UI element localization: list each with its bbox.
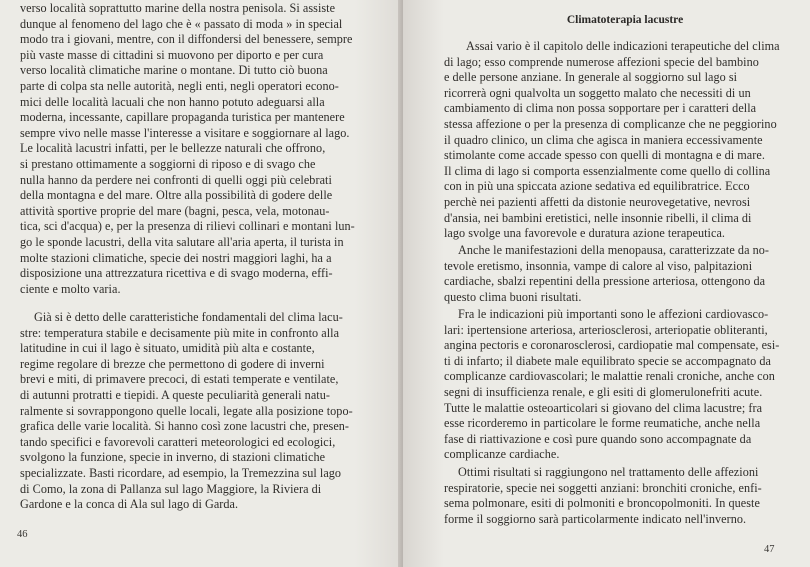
text-line: si prestano ottimamente a soggiorni di riposo e di svago che xyxy=(20,156,316,171)
text-line: angina pectoris e coronarosclerosi, cardiopatie mal compensate, esi- xyxy=(444,338,780,353)
text-line: Assai vario è il capitolo delle indicazioni terapeutiche del clima xyxy=(466,39,780,53)
text-line: tando specifici e favorevoli caratteri meteorologici ed ecologici, xyxy=(20,434,336,449)
text-line: ciente e molto varia. xyxy=(20,281,121,296)
right-page xyxy=(403,0,810,567)
text-line: stimolante come accade spesso con quelli di montagna e di mare. xyxy=(444,148,765,163)
text-line: latitudine in cui il lago è situato, umidità più alta e costante, xyxy=(20,341,315,356)
text-line: attività sportive proprie del mare (bagni, pesca, vela, motonau- xyxy=(20,203,330,218)
text-line: nulla hanno da perdere nei confronti di quelli oggi più celebrati xyxy=(20,172,332,187)
text-line: esse ricorderemo in particolare le forme reumatiche, anche nella xyxy=(444,416,761,431)
text-line: complicanze cardiache. xyxy=(444,447,560,462)
text-line: di autunni protratti e tiepidi. A queste peculiarità generali natu- xyxy=(20,387,330,402)
text-line: moderna, incessante, capillare propaganda turistica per mantenere xyxy=(20,110,345,125)
text-line: ricorrerà ogni qualvolta un soggetto malato che necessiti di un xyxy=(444,85,751,100)
text-line: modo tra i giovani, mentre, con il diffondersi del benessere, sempre xyxy=(20,32,353,47)
text-line: sempre vivo nelle masse l'interesse a visitare e soggiornare al lago. xyxy=(20,125,350,140)
left-page xyxy=(0,0,403,567)
right-paragraph-3 xyxy=(444,307,789,463)
text-line: Gardone e la conca di Ala sul lago di Garda. xyxy=(20,497,239,512)
text-line: forme il soggiorno sarà particolarmente indicato nell'inverno. xyxy=(444,511,747,526)
text-line: questo clima buoni risultati. xyxy=(444,289,582,304)
text-line: della montagna e del mare. Oltre alla possibilità di godere delle xyxy=(20,188,333,203)
text-line: grafica delle varie località. Si hanno così zone lacustri che, presen- xyxy=(20,419,350,434)
left-paragraph-1 xyxy=(20,1,372,297)
text-line: d'ansia, nei bambini eretistici, nelle insonnie ribelli, il clima di xyxy=(444,210,752,225)
text-line: ti di infarto; il diabete male equilibrato specie se accompagnato da xyxy=(444,353,771,368)
text-line: perchè nei pazienti affetti da distonie neurovegetative, nevrosi xyxy=(444,194,751,209)
text-line: regime regolare di brezze che permettono di godere di inverni xyxy=(20,356,325,371)
text-line: cambiamento di clima non possa sopportare per i caratteri della xyxy=(444,101,757,116)
text-line: Già si è detto delle caratteristiche fondamentali del clima lacu- xyxy=(34,310,343,324)
text-line: fase di riattivazione e così pure quando sono accompagnate da xyxy=(444,431,752,446)
section-heading: Climatoterapia lacustre xyxy=(566,14,684,26)
text-line: stessa affezione o per la presenza di complicanze che ne peggiorino xyxy=(444,116,777,131)
text-line: tica, sci d'acqua) e, per la presenza di rilievi collinari e montani lun- xyxy=(20,219,355,234)
text-line: complicanze cardiovascolari; le malattie renali croniche, anche con xyxy=(444,369,775,384)
text-line: verso località soprattutto marine della nostra penisola. Si assiste xyxy=(20,1,336,15)
text-line: il quadro clinico, un clima che agisca in maniera eccessivamente xyxy=(444,132,763,147)
text-line: lago svolge una favorevole e duratura azione terapeutica. xyxy=(444,226,725,241)
left-paragraph-2 xyxy=(20,310,372,513)
text-line: molte stazioni climatiche, specie dei nostri maggiori laghi, ha a xyxy=(20,250,332,265)
text-line: sema polmonare, esiti di polmoniti e broncopolmoniti. In queste xyxy=(444,496,760,511)
text-line: con in più una spiccata azione sedativa ed equilibratrice. Ecco xyxy=(444,179,750,194)
right-paragraph-4 xyxy=(444,465,789,527)
text-line: dunque al fenomeno del lago che è « passato di moda » in special xyxy=(20,16,343,31)
text-line: verso località climatiche marine o montane. Di tutto ciò buona xyxy=(20,63,328,78)
text-line: Il clima di lago si comporta essenzialmente come quello di collina xyxy=(444,163,771,178)
right-paragraph-1 xyxy=(444,39,789,242)
text-line: tevole eretismo, insonnia, vampe di calore al viso, palpitazioni xyxy=(444,258,753,273)
text-line: brevi e miti, di primavere precoci, di estati temperate e ventilate, xyxy=(20,372,339,387)
text-line: parte di colpa sta nelle autorità, negli enti, negli operatori econo- xyxy=(20,78,339,93)
text-line: di Como, la zona di Pallanza sul lago Maggiore, la Riviera di xyxy=(20,481,322,496)
right-paragraph-2 xyxy=(444,243,789,305)
text-line: segni di insufficienza renale, e gli esiti di glomerulonefriti acute. xyxy=(444,384,763,399)
text-line: disposizione una attrezzatura ricettiva e di svago moderna, effi- xyxy=(20,266,333,281)
text-line: di lago; esso comprende numerose affezioni specie del bambino xyxy=(444,54,759,69)
text-line: e delle persone anziane. In generale al soggiorno sul lago si xyxy=(444,70,738,85)
text-line: Fra le indicazioni più importanti sono le affezioni cardiovasco- xyxy=(458,307,769,321)
text-line: ralmente si sovrappongono quelle locali, legate alla posizione topo- xyxy=(20,403,353,418)
text-line: respiratorie, specie nei soggetti anziani: bronchiti croniche, enfi- xyxy=(444,480,762,495)
text-line: mici delle località lacuali che non hanno potuto adeguarsi alla xyxy=(20,94,325,109)
text-line: Le località lacustri infatti, per le bellezze naturali che offrono, xyxy=(20,141,326,156)
page-number-left: 46 xyxy=(17,529,28,540)
page-number-right: 47 xyxy=(764,544,775,555)
text-line: go le sponde lacustri, della vita salutare all'aria aperta, il turista in xyxy=(20,234,344,249)
text-line: Tutte le malattie osteoarticolari si giovano del clima lacustre; fra xyxy=(444,400,763,415)
text-line: specializzate. Basti ricordare, ad esempio, la Tremezzina sul lago xyxy=(20,465,342,480)
text-line: lari: ipertensione arteriosa, arteriosclerosi, arteriopatie obliteranti, xyxy=(444,322,768,337)
text-line: Anche le manifestazioni della menopausa, caratterizzate da no- xyxy=(458,243,770,257)
text-line: più vaste masse di cittadini si muovono per diporto e per cura xyxy=(20,47,324,62)
text-line: cardiache, sbalzi repentini della pressione arteriosa, ottengono da xyxy=(444,274,766,289)
text-line: stre: temperatura stabile e decisamente più mite in confronto alla xyxy=(20,325,340,340)
text-line: svolgono la funzione, specie in inverno, di stazioni climatiche xyxy=(20,450,326,465)
text-line: Ottimi risultati si raggiungono nel trattamento delle affezioni xyxy=(458,465,759,479)
